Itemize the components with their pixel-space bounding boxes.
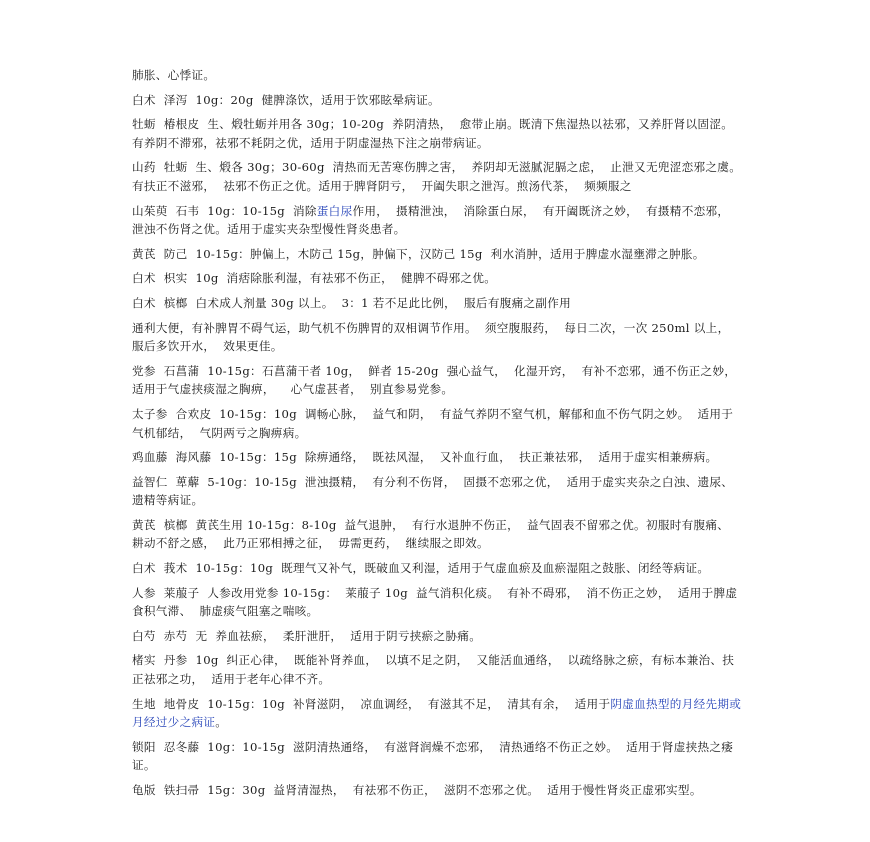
text-run: 党参 石菖蒲 10-15g：石菖蒲干者 10g， 鲜者 15-20g 强心益气， 化湿开窍， 有补不恋邪，通不伤正之妙， 适用于气虚挟痰湿之胸痹， 心气虚甚者， 别直参易党参。 (132, 363, 745, 397)
paragraph (132, 473, 744, 510)
paragraph (132, 559, 744, 578)
text-run: 白术 枳实 10g 消痞除胀利湿，有祛邪不伤正， 健脾不碍邪之优。 (132, 271, 497, 286)
text-run: 太子参 合欢皮 10-15g：10g 调畅心脉， 益气和阴， 有益气养阴不窒气机，解郁和血不伤气阴之妙。 适用于气机郁结， 气阴两亏之胸痹病。 (132, 406, 734, 440)
paragraph (132, 294, 744, 313)
paragraph (132, 202, 744, 239)
paragraph (132, 319, 744, 356)
text-run: 鸡血藤 海风藤 10-15g：15g 除痹通络， 既祛风湿， 又补血行血， 扶正兼祛邪， 适用于虚实相兼痹病。 (132, 450, 718, 465)
text-run: 牡蛎 椿根皮 生、煅牡蛎并用各 30g；10-20g 养阴清热， 愈带止崩。既清下焦湿热以祛邪，又养肝肾以固涩。有养阴不滞邪，祛邪不耗阴之优，适用于阴虚湿热下注之崩带病证。 (132, 117, 734, 150)
paragraph (132, 516, 744, 553)
paragraph (132, 245, 744, 264)
text-run: 黄芪 槟榔 黄芪生用 10-15g：8-10g 益气退肿， 有行水退肿不伤正， 益气固表不留邪之优。初服时有腹痛、 耕动不舒之感， 此乃正邪相搏之征， 毋需更药， 继续服之即效。 (132, 517, 738, 551)
text-run: 。 (215, 715, 228, 730)
text-run: 黄芪 防己 10-15g：肿偏上，木防己 15g，肿偏下，汉防己 15g 利水消肿，适用于脾虚水湿壅滞之肿胀。 (132, 246, 705, 261)
text-run: 通利大便，有补脾胃不碍气运，助气机不伤脾胃的双相调节作用。 须空腹服药， 每日二次，一次 250ml 以上， 服后多饮开水， 效果更佳。 (132, 320, 738, 354)
paragraph (132, 584, 744, 621)
paragraph (132, 66, 744, 85)
text-run: 人参 莱菔子 人参改用党参 10-15g： 莱菔子 10g 益气消积化痰。 有补不碍邪， 消不伤正之妙， 适用于脾虚食积气滞、 肺虚痰气阻塞之喘咳。 (132, 585, 738, 619)
paragraph (132, 738, 744, 775)
text-run: 山药 牡蛎 生、煅各 30g；30-60g 清热而无苦寒伤脾之害， 养阴却无滋腻泥膈之虑， 止泄又无兜涩恋邪之虞。 有扶正不滋邪， 祛邪不伤正之优。适用于脾肾阴亏， 开阖失职之泄泻。煎汤代茶， 频频服之 (132, 160, 750, 193)
text-run: 肺胀、心悸证。 (132, 68, 216, 82)
paragraph (132, 91, 744, 110)
hyperlink[interactable]: 阴虚血热型的月经先期或月经过少之病证 (132, 696, 742, 730)
text-run: 生地 地骨皮 10-15g：10g 补肾滋阴， 凉血调经， 有滋其不足， 清其有余， 适用于 (132, 696, 611, 711)
text-run: 作用， 摄精泄浊， 消除蛋白尿， 有开阖既济之妙， 有摄精不恋邪， 泄浊不伤肾之优。适用于虚实夹杂型慢性肾炎患者。 (132, 203, 738, 237)
paragraph (132, 627, 744, 646)
paragraph (132, 448, 744, 467)
text-run: 山茱萸 石韦 10g：10-15g 消除 (132, 203, 317, 218)
paragraph (132, 269, 744, 288)
text-run: 楮实 丹参 10g 纠正心律， 既能补肾养血， 以填不足之阴， 又能活血通络， 以疏络脉之瘀，有标本兼治、扶正祛邪之功， 适用于老年心律不齐。 (132, 653, 735, 687)
paragraph (132, 695, 744, 732)
hyperlink[interactable]: 蛋白尿 (316, 203, 353, 218)
paragraph (132, 158, 750, 195)
paragraph (132, 651, 744, 688)
paragraph (132, 115, 744, 152)
paragraph (132, 362, 744, 399)
text-run: 白术 槟榔 白术成人剂量 30g 以上。 3：1 若不足此比例， 服后有腹痛之副作用 (132, 295, 572, 310)
text-run: 锁阳 忍冬藤 10g：10-15g 滋阴清热通络， 有滋肾润燥不恋邪， 清热通络不伤正之妙。 适用于肾虚挟热之痿证。 (132, 739, 734, 773)
document-page (132, 66, 750, 806)
text-run: 白术 泽泻 10g：20g 健脾涤饮，适用于饮邪眩晕病证。 (132, 92, 440, 107)
paragraph (132, 405, 744, 442)
paragraph (132, 781, 744, 800)
text-run: 益智仁 萆薢 5-10g：10-15g 泄浊摄精， 有分利不伤肾， 固摄不恋邪之优， 适用于虚实夹杂之白浊、遗尿、遗精等病证。 (132, 474, 734, 508)
text-run: 白芍 赤芍 无 养血祛瘀， 柔肝泄肝， 适用于阴亏挟瘀之胁痛。 (132, 628, 482, 643)
text-run: 龟版 铁扫帚 15g：30g 益肾清湿热， 有祛邪不伤正， 滋阴不恋邪之优。 适用于慢性肾炎正虚邪实型。 (132, 783, 702, 797)
text-run: 白术 莪术 10-15g：10g 既理气又补气，既破血又利湿，适用于气虚血瘀及血瘀湿阻之鼓胀、闭经等病证。 (132, 561, 710, 576)
